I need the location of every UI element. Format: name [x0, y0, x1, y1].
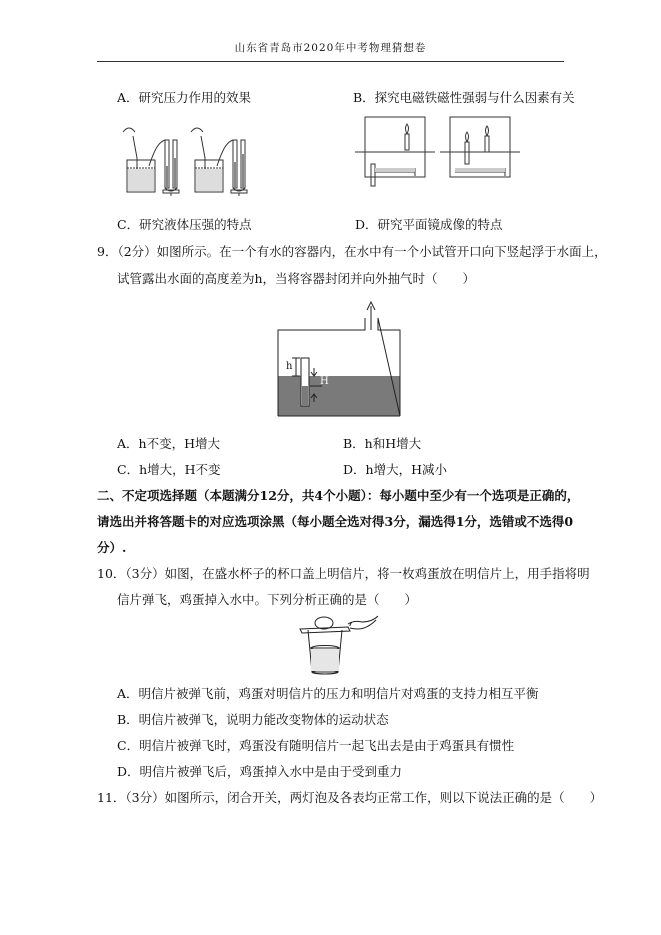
- figure-plane-mirror: [355, 112, 525, 192]
- q10-stem-line1: 10．（3分）如图，在盛水杯子的杯口盖上明信片，将一枚鸡蛋放在明信片上，用手指将明: [97, 566, 590, 581]
- q10-option-b[interactable]: B．明信片被弹飞，说明力能改变物体的运动状态: [117, 712, 389, 727]
- q8-option-c[interactable]: C．研究液体压强的特点: [117, 217, 252, 232]
- figure-container-test-tube: [270, 298, 402, 420]
- q9-option-a[interactable]: A．h不变，H增大: [117, 436, 220, 451]
- figure-egg-postcard: [294, 614, 384, 676]
- q9-option-b[interactable]: B．h和H增大: [343, 436, 422, 451]
- q10-option-c[interactable]: C．明信片被弹飞时，鸡蛋没有随明信片一起飞出去是由于鸡蛋具有惯性: [117, 738, 515, 753]
- figure-liquid-pressure: [115, 118, 250, 198]
- q9-option-c[interactable]: C．h增大，H不变: [117, 462, 221, 477]
- q8-option-a[interactable]: A．研究压力作用的效果: [117, 90, 252, 105]
- figure-label-H: H: [320, 376, 329, 387]
- q8-option-d[interactable]: D．研究平面镜成像的特点: [355, 217, 503, 232]
- section2-heading-line2: 请选出并将答题卡的对应选项涂黑（每小题全选对得3分，漏选得1分，选错或不选得0: [97, 514, 574, 529]
- q8-option-b[interactable]: B．探究电磁铁磁性强弱与什么因素有关: [353, 90, 575, 105]
- figure-label-h: h: [286, 361, 293, 372]
- page-header: 山东省青岛市2020年中考物理猜想卷: [234, 42, 427, 54]
- q9-stem-line2: 试管露出水面的高度差为h，当将容器封闭并向外抽气时（ ）: [117, 271, 476, 286]
- section2-heading-line1: 二、不定项选择题（本题满分12分，共4个小题）：每小题中至少有一个选项是正确的，: [97, 488, 580, 503]
- q9-stem-line1: 9．（2分）如图所示。在一个有水的容器内，在水中有一个小试管开口向下竖起浮于水面上，: [97, 244, 607, 259]
- header-rule: [97, 61, 564, 62]
- q10-stem-line2: 信片弹飞，鸡蛋掉入水中。下列分析正确的是（ ）: [117, 592, 418, 607]
- q10-option-d[interactable]: D．明信片被弹飞后，鸡蛋掉入水中是由于受到重力: [117, 764, 403, 779]
- q11-stem-line1: 11．（3分）如图所示，闭合开关，两灯泡及各表均正常工作，则以下说法正确的是（ ）: [97, 790, 603, 805]
- section2-heading-line3: 分）.: [97, 540, 127, 555]
- q10-option-a[interactable]: A．明信片被弹飞前，鸡蛋对明信片的压力和明信片对鸡蛋的支持力相互平衡: [117, 686, 539, 701]
- q9-option-d[interactable]: D．h增大，H减小: [343, 462, 447, 477]
